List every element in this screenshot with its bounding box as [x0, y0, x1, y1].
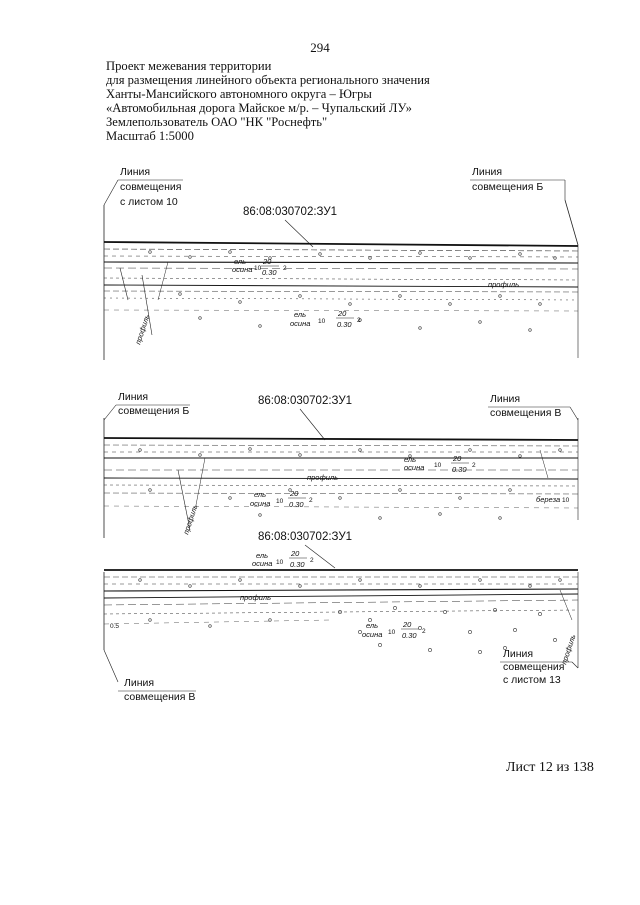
- leader-line: [104, 180, 118, 205]
- header-line: Проект межевания территории: [106, 59, 272, 73]
- crossing-line: [120, 268, 128, 300]
- pipeline-line: [104, 478, 578, 479]
- parcel-boundary-line: [104, 438, 578, 440]
- tree-spacing: 2: [472, 462, 476, 469]
- combination-line-label-left: [104, 166, 183, 208]
- pipeline-label: профиль: [307, 473, 339, 482]
- pipeline-label: профиль: [488, 280, 520, 289]
- road-edge-line: [104, 620, 330, 624]
- drawing-panel-2: [104, 391, 578, 538]
- crossing-line: [540, 450, 548, 478]
- combination-line-label-left: [104, 391, 190, 420]
- sheet-number: Лист 12 из 138: [506, 760, 594, 775]
- label-line: Линия: [118, 391, 149, 403]
- parcel-boundary-line: [104, 242, 578, 246]
- pipeline-label: профиль: [559, 633, 578, 666]
- label-line: совмещения В: [490, 407, 562, 419]
- tree-species: ель: [366, 621, 379, 630]
- tree-spacing: 2: [283, 265, 287, 272]
- leader-line: [570, 407, 578, 420]
- road-edge-line: [104, 485, 578, 486]
- leader-line: [572, 662, 578, 668]
- label-line: с листом 13: [503, 674, 561, 686]
- pipeline-line: [104, 594, 578, 598]
- crossing-line: [196, 458, 205, 505]
- tree-denominator: 0.30: [452, 465, 467, 474]
- tree-annotation: [404, 454, 476, 474]
- pipeline-label: профиль: [133, 313, 152, 346]
- label-line: Линия: [490, 393, 521, 405]
- tree-numerator: 20: [263, 257, 272, 266]
- tree-denominator: 0.30: [262, 268, 277, 277]
- road-edge-line: [104, 262, 578, 263]
- tree-annotation: [252, 549, 314, 569]
- tree-numerator: 20: [453, 454, 462, 463]
- parcel-id: 86:08:030702:ЗУ1: [243, 206, 338, 218]
- tree-spacing: 2: [357, 317, 361, 324]
- tree-annotation: [290, 309, 361, 329]
- tree-prefix: 10: [276, 559, 284, 566]
- road-edge-line: [104, 268, 578, 269]
- tree-prefix: 10: [254, 265, 262, 272]
- pipeline-label: профиль: [240, 593, 272, 602]
- label-line: Линия: [472, 166, 503, 178]
- tree-species: осина: [290, 319, 311, 328]
- tree-species: осина: [362, 630, 383, 639]
- pipeline-label: профиль: [181, 503, 200, 536]
- label-line: с листом 10: [120, 196, 178, 208]
- road-edge-line: [104, 600, 578, 605]
- page-number: 294: [310, 40, 330, 55]
- offset-value: 0.5: [110, 623, 120, 630]
- road-edge-line: [104, 291, 578, 292]
- label-line: Линия: [124, 677, 155, 689]
- label-line: совмещения Б: [118, 405, 190, 417]
- road-edge-line: [104, 589, 578, 591]
- tree-denominator: 0.30: [402, 631, 417, 640]
- tree-numerator: 20: [291, 549, 300, 558]
- tree-species: ель: [234, 257, 247, 266]
- tree-annotation: [536, 495, 570, 504]
- combination-line-label-left: [118, 677, 196, 703]
- header-line: Ханты-Мансийского автономного округа – Югры: [106, 87, 372, 101]
- label-line: совмещения: [503, 661, 565, 673]
- drawing-panel-3: [104, 531, 578, 703]
- parcel-id: 86:08:030702:ЗУ1: [258, 395, 353, 407]
- tree-species: осина: [404, 463, 425, 472]
- label-line: Линия: [503, 648, 534, 660]
- panel-right-boundary: [565, 200, 578, 245]
- road-edge-line: [104, 298, 578, 300]
- tree-numerator: 20: [338, 309, 347, 318]
- road-edge-line: [104, 445, 578, 446]
- label-line: Линия: [120, 166, 151, 178]
- parcel-leader: [300, 409, 325, 440]
- tree-species: ель: [294, 310, 307, 319]
- tree-denominator: 0.30: [290, 560, 305, 569]
- tree-spacing: 2: [309, 497, 313, 504]
- tree-species: береза: [536, 495, 561, 504]
- tree-species: осина: [250, 499, 271, 508]
- tree-species: ель: [254, 490, 267, 499]
- label-line: совмещения Б: [472, 181, 544, 193]
- header-scale: Масштаб 1:5000: [106, 129, 194, 143]
- tree-species: осина: [252, 559, 273, 568]
- tree-prefix: 10: [318, 318, 326, 325]
- tree-prefix: 10: [388, 629, 396, 636]
- tree-numerator: 20: [290, 489, 299, 498]
- leader-line: [104, 405, 116, 420]
- tree-numerator: 20: [403, 620, 412, 629]
- header-line: «Автомобильная дорога Майское м/р. – Чупальский ЛУ»: [106, 101, 412, 115]
- parcel-id: 86:08:030702:ЗУ1: [258, 531, 353, 543]
- header-line: для размещения линейного объекта регионального значения: [106, 73, 430, 87]
- combination-line-label-right: [488, 393, 578, 420]
- header-line: Землепользователь ОАО "НК "Роснефть": [106, 115, 328, 129]
- tree-spacing: 2: [310, 557, 314, 564]
- tree-denominator: 0.30: [337, 320, 352, 329]
- road-edge-line: [104, 249, 578, 251]
- label-line: совмещения В: [124, 691, 196, 703]
- tree-species: осина: [232, 265, 253, 274]
- drawing-panel-1: [104, 166, 578, 360]
- tree-annotation: [362, 620, 426, 640]
- tree-species: ель: [404, 455, 417, 464]
- panel-left-boundary: [104, 650, 118, 682]
- tree-annotation: [250, 489, 313, 509]
- tree-denominator: 0.30: [289, 500, 304, 509]
- tree-prefix: 10: [434, 462, 442, 469]
- combination-line-label-right: [470, 166, 565, 200]
- tree-species: ель: [256, 551, 269, 560]
- tree-spacing: 2: [422, 628, 426, 635]
- road-edge-line: [104, 256, 578, 257]
- crossing-line: [158, 262, 168, 300]
- road-edge-line: [104, 493, 578, 494]
- tree-prefix: 10: [276, 498, 284, 505]
- label-line: совмещения: [120, 181, 182, 193]
- tree-prefix: 10: [562, 497, 570, 504]
- tree-annotation: [232, 257, 287, 277]
- road-edge-line: [104, 506, 578, 508]
